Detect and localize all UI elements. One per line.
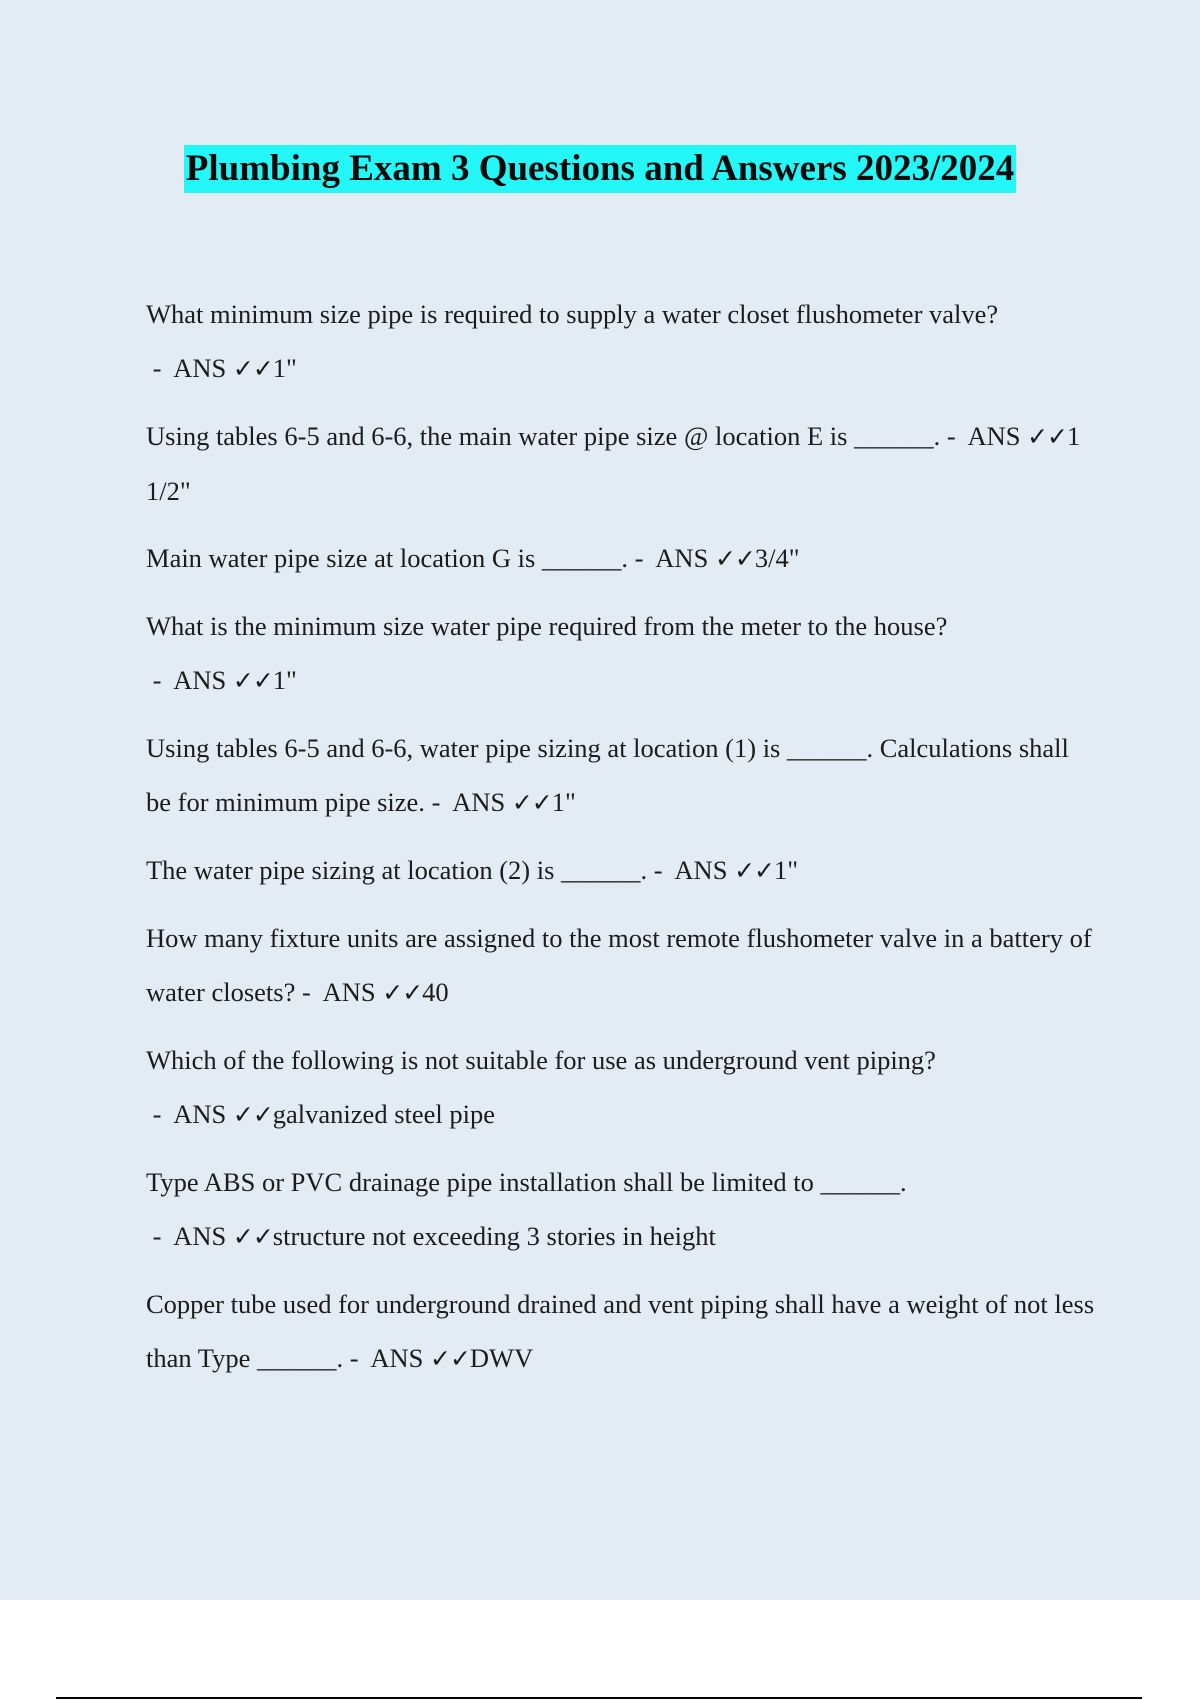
question-text: Using tables 6-5 and 6-6, the main water pipe size @ location E is ______. bbox=[146, 421, 941, 451]
question-text: Which of the following is not suitable for use as underground vent piping? bbox=[146, 1045, 936, 1075]
answer-label: ANS bbox=[370, 1343, 431, 1373]
answer-label: ANS bbox=[452, 787, 512, 817]
answer-text: 1" bbox=[272, 665, 297, 695]
answer-text: 1" bbox=[551, 787, 576, 817]
qa-item bbox=[146, 409, 1096, 518]
answer-text: DWV bbox=[469, 1343, 534, 1373]
question-text: Type ABS or PVC drainage pipe installation shall be limited to ______. bbox=[146, 1167, 907, 1197]
qa-item bbox=[146, 531, 1096, 586]
answer-label: ANS bbox=[655, 543, 715, 573]
question-text: What is the minimum size water pipe required from the meter to the house? bbox=[146, 611, 948, 641]
answer-label: ANS bbox=[322, 977, 383, 1007]
answer-label: ANS bbox=[173, 1221, 233, 1251]
qa-item bbox=[146, 1155, 1096, 1264]
qa-item bbox=[146, 599, 1096, 708]
question-text: What minimum size pipe is required to supply a water closet flushometer valve? bbox=[146, 299, 999, 329]
answer-separator: - bbox=[424, 787, 453, 817]
double-check-icon: ✓✓ bbox=[1027, 422, 1067, 451]
answer-label: ANS bbox=[173, 665, 233, 695]
double-check-icon: ✓✓ bbox=[511, 788, 552, 817]
double-check-icon: ✓✓ bbox=[232, 354, 273, 383]
answer-text: 40 bbox=[422, 977, 449, 1007]
double-check-icon: ✓✓ bbox=[714, 544, 755, 573]
qa-item bbox=[146, 287, 1096, 396]
answer-separator: - bbox=[295, 977, 323, 1007]
qa-item bbox=[146, 911, 1096, 1020]
answer-label: ANS bbox=[173, 1099, 233, 1129]
answer-label: ANS bbox=[173, 353, 233, 383]
answer-separator: - bbox=[628, 543, 656, 573]
answer-separator: - bbox=[146, 1099, 174, 1129]
document-title: Plumbing Exam 3 Questions and Answers 2023/2024 bbox=[184, 145, 1017, 193]
answer-separator: - bbox=[146, 1221, 174, 1251]
answer-label: ANS bbox=[967, 421, 1028, 451]
answer-label: ANS bbox=[674, 855, 735, 885]
answer-text: structure not exceeding 3 stories in height bbox=[272, 1221, 716, 1251]
double-check-icon: ✓✓ bbox=[232, 1222, 273, 1251]
question-text: How many fixture units are assigned to the most remote flushometer valve in a battery of water closets? bbox=[146, 923, 1092, 1007]
title-container bbox=[0, 145, 1200, 193]
answer-separator: - bbox=[647, 855, 675, 885]
double-check-icon: ✓✓ bbox=[430, 1344, 470, 1373]
question-text: Main water pipe size at location G is ______. bbox=[146, 543, 629, 573]
qa-item bbox=[146, 1277, 1096, 1386]
double-check-icon: ✓✓ bbox=[734, 856, 774, 885]
answer-text: 1" bbox=[272, 353, 297, 383]
answer-text: 3/4" bbox=[754, 543, 800, 573]
answer-text: galvanized steel pipe bbox=[272, 1099, 496, 1129]
answer-separator: - bbox=[940, 421, 968, 451]
qa-item bbox=[146, 843, 1096, 898]
answer-separator: - bbox=[343, 1343, 371, 1373]
qa-item bbox=[146, 721, 1096, 830]
question-text: Using tables 6-5 and 6-6, water pipe sizing at location (1) is ______. Calculations shall be for minimum pipe size. bbox=[146, 733, 1069, 817]
qa-list bbox=[146, 287, 1096, 1399]
qa-item bbox=[146, 1033, 1096, 1142]
double-check-icon: ✓✓ bbox=[232, 1100, 273, 1129]
footer-divider bbox=[56, 1697, 1142, 1699]
double-check-icon: ✓✓ bbox=[232, 666, 273, 695]
question-text: The water pipe sizing at location (2) is ______. bbox=[146, 855, 648, 885]
double-check-icon: ✓✓ bbox=[382, 978, 423, 1007]
answer-text: 1" bbox=[773, 855, 799, 885]
answer-text: 1 1/2" bbox=[146, 421, 1081, 506]
question-text: Copper tube used for underground drained and vent piping shall have a weight of not less than Type ______. bbox=[146, 1289, 1095, 1373]
answer-separator: - bbox=[146, 665, 174, 695]
answer-separator: - bbox=[146, 353, 174, 383]
